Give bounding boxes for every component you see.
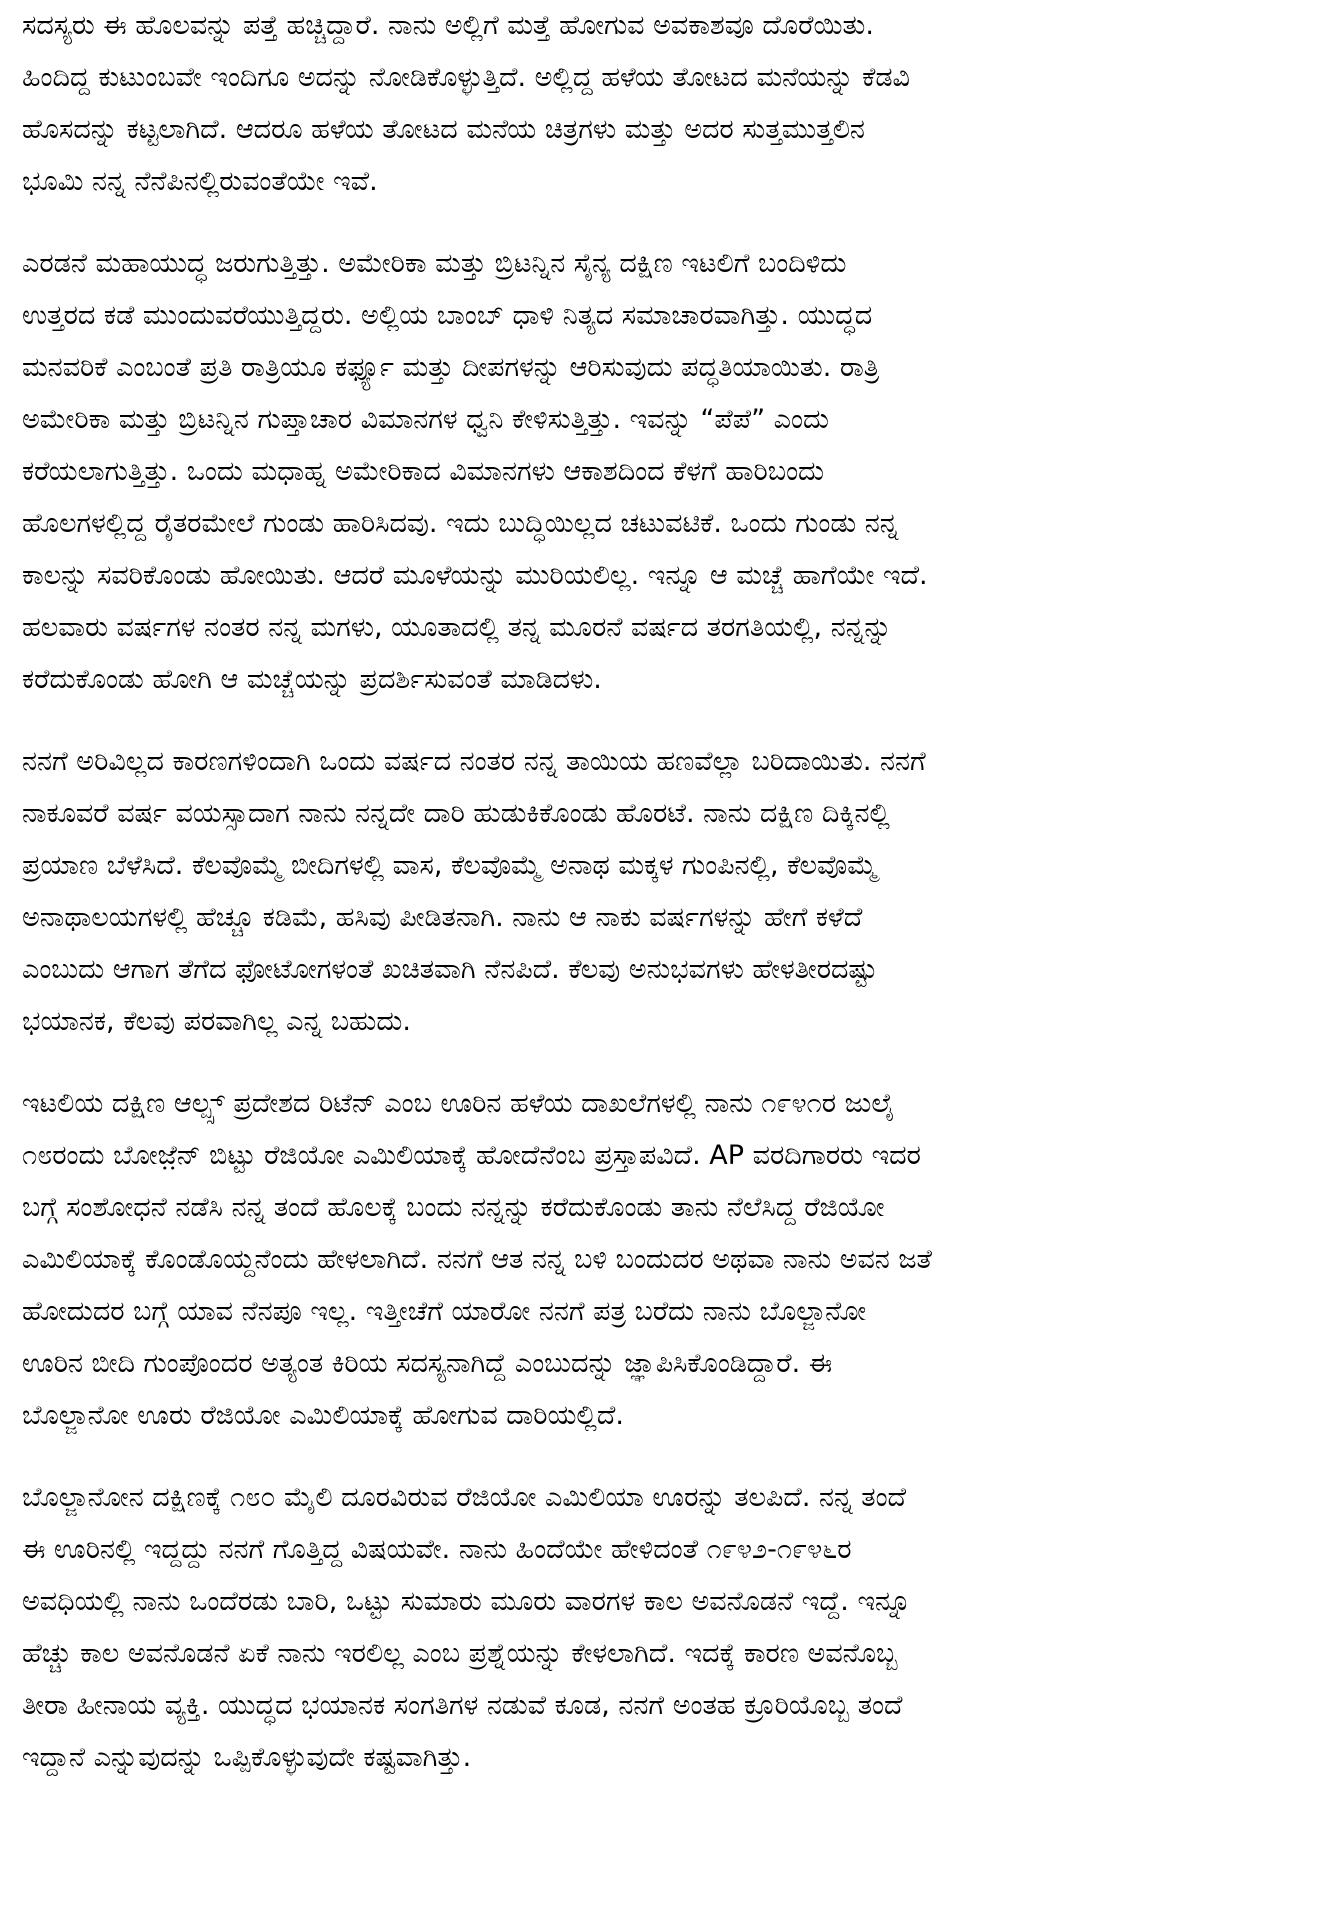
text-line: ನಾಕೂವರೆ ವರ್ಷ ವಯಸ್ಸಾದಾಗ ನಾನು ನನ್ನದೇ ದಾರಿ ಹುಡುಕಿಕೊಂಡು ಹೊರಟೆ. ನಾನು ದಕ್ಷಿಣ ದಿಕ್ಕಿನಲ್ಲಿ [22, 798, 890, 829]
paragraph-5 [22, 1472, 1312, 1784]
text-line: ಹೆಚ್ಚು ಕಾಲ ಅವನೊಡನೆ ಏಕೆ ನಾನು ಇರಲಿಲ್ಲ ಎಂಬ ಪ್ರಶ್ನೆಯನ್ನು ಕೇಳಲಾಗಿದೆ. ಇದಕ್ಕೆ ಕಾರಣ ಅವನೊಬ್ಬ [22, 1638, 898, 1669]
paragraph-spacer [22, 706, 1312, 736]
text-line: ಇದ್ದಾನೆ ಎನ್ನುವುದನ್ನು ಒಪ್ಪಿಕೊಳ್ಳುವುದೇ ಕಷ್ಟವಾಗಿತ್ತು. [22, 1742, 472, 1773]
text-line: ಬಗ್ಗೆ ಸಂಶೋಧನೆ ನಡೆಸಿ ನನ್ನ ತಂದೆ ಹೊಲಕ್ಕೆ ಬಂದು ನನ್ನನ್ನು ಕರೆದುಕೊಂಡು ತಾನು ನೆಲೆಸಿದ್ದ ರೆಜಿಯೋ [22, 1192, 885, 1223]
text-line: ೧೮ರಂದು ಬೋಜ಼ೆನ್ ಬಿಟ್ಟು ರೆಜಿಯೋ ಎಮಿಲಿಯಾಕ್ಕೆ ಹೋದೆನೆಂಬ ಪ್ರಸ್ತಾಪವಿದೆ. AP ವರದಿಗಾರರು ಇದರ [22, 1140, 921, 1171]
text-line: ಊರಿನ ಬೀದಿ ಗುಂಪೊಂದರ ಅತ್ಯಂತ ಕಿರಿಯ ಸದಸ್ಯನಾಗಿದ್ದೆ ಎಂಬುದನ್ನು ಜ್ಞಾಪಿಸಿಕೊಂಡಿದ್ದಾರೆ. ಈ [22, 1348, 833, 1379]
paragraph-4 [22, 1078, 1312, 1442]
text-line: ಎಮಿಲಿಯಾಕ್ಕೆ ಕೊಂಡೊಯ್ದನೆಂದು ಹೇಳಲಾಗಿದೆ. ನನಗೆ ಆತ ನನ್ನ ಬಳಿ ಬಂದುದರ ಅಥವಾ ನಾನು ಅವನ ಜತೆ [22, 1244, 932, 1275]
text-line: ಮನವರಿಕೆ ಎಂಬಂತೆ ಪ್ರತಿ ರಾತ್ರಿಯೂ ಕರ್ಫ್ಯೂ ಮತ್ತು ದೀಪಗಳನ್ನು ಆರಿಸುವುದು ಪದ್ಧತಿಯಾಯಿತು. ರಾತ್ರಿ [22, 352, 880, 383]
document-body [22, 0, 1312, 1784]
paragraph-spacer [22, 1442, 1312, 1472]
paragraph-spacer [22, 208, 1312, 238]
text-line: ಬೊಲ್ಜಾನೋನ ದಕ್ಷಿಣಕ್ಕೆ ೧೮೦ ಮೈಲಿ ದೂರವಿರುವ ರೆಜಿಯೋ ಎಮಿಲಿಯಾ ಊರನ್ನು ತಲಪಿದೆ. ನನ್ನ ತಂದೆ [22, 1482, 907, 1513]
text-line: ಸದಸ್ಯರು ಈ ಹೊಲವನ್ನು ಪತ್ತೆ ಹಚ್ಚಿದ್ದಾರೆ. ನಾನು ಅಲ್ಲಿಗೆ ಮತ್ತೆ ಹೋಗುವ ಅವಕಾಶವೂ ದೊರೆಯಿತು. [22, 10, 874, 41]
paragraph-2 [22, 238, 1312, 706]
text-line: ಎರಡನೆ ಮಹಾಯುದ್ಧ ಜರುಗುತ್ತಿತ್ತು. ಅಮೇರಿಕಾ ಮತ್ತು ಬ್ರಿಟನ್ನಿನ ಸೈನ್ಯ ದಕ್ಷಿಣ ಇಟಲಿಗೆ ಬಂದಿಳಿದು [22, 248, 847, 279]
text-line: ಹಲವಾರು ವರ್ಷಗಳ ನಂತರ ನನ್ನ ಮಗಳು, ಯೂತಾದಲ್ಲಿ ತನ್ನ ಮೂರನೆ ವರ್ಷದ ತರಗತಿಯಲ್ಲಿ, ನನ್ನನ್ನು [22, 612, 892, 643]
text-line: ಇಟಲಿಯ ದಕ್ಷಿಣ ಆಲ್ಪ್ಸ್ ಪ್ರದೇಶದ ರಿಟೆನ್ ಎಂಬ ಊರಿನ ಹಳೆಯ ದಾಖಲೆಗಳಲ್ಲಿ ನಾನು ೧೯೪೧ರ ಜುಲೈ [22, 1088, 895, 1119]
text-line: ಬೊಲ್ಜಾನೋ ಊರು ರೆಜಿಯೋ ಎಮಿಲಿಯಾಕ್ಕೆ ಹೋಗುವ ದಾರಿಯಲ್ಲಿದೆ. [22, 1400, 624, 1431]
text-line: ಪ್ರಯಾಣ ಬೆಳೆಸಿದೆ. ಕೆಲವೊಮ್ಮೆ ಬೀದಿಗಳಲ್ಲಿ ವಾಸ, ಕೆಲವೊಮ್ಮೆ ಅನಾಥ ಮಕ್ಕಳ ಗುಂಪಿನಲ್ಲಿ, ಕೆಲವೊಮ್ಮೆ [22, 850, 878, 881]
paragraph-3 [22, 736, 1312, 1048]
text-line: ಉತ್ತರದ ಕಡೆ ಮುಂದುವರೆಯುತ್ತಿದ್ದರು. ಅಲ್ಲಿಯ ಬಾಂಬ್ ಧಾಳಿ ನಿತ್ಯದ ಸಮಾಚಾರವಾಗಿತ್ತು. ಯುದ್ಧದ [22, 300, 873, 331]
text-line: ತೀರಾ ಹೀನಾಯ ವ್ಯಕ್ತಿ. ಯುದ್ಧದ ಭಯಾನಕ ಸಂಗತಿಗಳ ನಡುವೆ ಕೂಡ, ನನಗೆ ಅಂತಹ ಕ್ರೂರಿಯೊಬ್ಬ ತಂದೆ [22, 1690, 903, 1721]
paragraph-spacer [22, 1048, 1312, 1078]
paragraph-1 [22, 0, 1312, 208]
text-line: ಕರೆದುಕೊಂಡು ಹೋಗಿ ಆ ಮಚ್ಚೆಯನ್ನು ಪ್ರದರ್ಶಿಸುವಂತೆ ಮಾಡಿದಳು. [22, 664, 602, 695]
text-line: ಹೊಲಗಳಲ್ಲಿದ್ದ ರೈತರಮೇಲೆ ಗುಂಡು ಹಾರಿಸಿದವು. ಇದು ಬುದ್ಧಿಯಿಲ್ಲದ ಚಟುವಟಿಕೆ. ಒಂದು ಗುಂಡು ನನ್ನ [22, 508, 899, 539]
text-line: ಅನಾಥಾಲಯಗಳಲ್ಲಿ ಹೆಚ್ಚೂ ಕಡಿಮೆ, ಹಸಿವು ಪೀಡಿತನಾಗಿ. ನಾನು ಆ ನಾಕು ವರ್ಷಗಳನ್ನು ಹೇಗೆ ಕಳೆದೆ [22, 902, 863, 933]
text-line: ನನಗೆ ಅರಿವಿಲ್ಲದ ಕಾರಣಗಳಿಂದಾಗಿ ಒಂದು ವರ್ಷದ ನಂತರ ನನ್ನ ತಾಯಿಯ ಹಣವೆಲ್ಲಾ ಬರಿದಾಯಿತು. ನನಗೆ [22, 746, 926, 777]
text-line: ಈ ಊರಿನಲ್ಲಿ ಇದ್ದದ್ದು ನನಗೆ ಗೊತ್ತಿದ್ದ ವಿಷಯವೇ. ನಾನು ಹಿಂದೆಯೇ ಹೇಳಿದಂತೆ ೧೯೪೨-೧೯೪೬ರ [22, 1534, 852, 1565]
text-line: ಎಂಬುದು ಆಗಾಗ ತೆಗೆದ ಫೋಟೋಗಳಂತೆ ಖಚಿತವಾಗಿ ನೆನಪಿದೆ. ಕೆಲವು ಅನುಭವಗಳು ಹೇಳತೀರದಷ್ಟು [22, 954, 878, 985]
text-line: ಭಯಾನಕ, ಕೆಲವು ಪರವಾಗಿಲ್ಲ ಎನ್ನ ಬಹುದು. [22, 1006, 411, 1037]
text-line: ಕರೆಯಲಾಗುತ್ತಿತ್ತು. ಒಂದು ಮಧಾಹ್ನ ಅಮೇರಿಕಾದ ವಿಮಾನಗಳು ಆಕಾಶದಿಂದ ಕೆಳಗೆ ಹಾರಿಬಂದು [22, 456, 825, 487]
text-line: ಅವಧಿಯಲ್ಲಿ ನಾನು ಒಂದೆರಡು ಬಾರಿ, ಒಟ್ಟು ಸುಮಾರು ಮೂರು ವಾರಗಳ ಕಾಲ ಅವನೊಡನೆ ಇದ್ದೆ. ಇನ್ನೂ [22, 1586, 911, 1617]
text-line: ಕಾಲನ್ನು ಸವರಿಕೊಂಡು ಹೋಯಿತು. ಆದರೆ ಮೂಳೆಯನ್ನು ಮುರಿಯಲಿಲ್ಲ. ಇನ್ನೂ ಆ ಮಚ್ಚೆ ಹಾಗೆಯೇ ಇದೆ. [22, 560, 928, 591]
text-line: ಹೋದುದರ ಬಗ್ಗೆ ಯಾವ ನೆನಪೂ ಇಲ್ಲ. ಇತ್ತೀಚೆಗೆ ಯಾರೋ ನನಗೆ ಪತ್ರ ಬರೆದು ನಾನು ಬೊಲ್ಜಾನೋ [22, 1296, 867, 1327]
text-line: ಹೊಸದನ್ನು ಕಟ್ಟಲಾಗಿದೆ. ಆದರೂ ಹಳೆಯ ತೋಟದ ಮನೆಯ ಚಿತ್ರಗಳು ಮತ್ತು ಅದರ ಸುತ್ತಮುತ್ತಲಿನ [22, 114, 865, 145]
text-line: ಹಿಂದಿದ್ದ ಕುಟುಂಬವೇ ಇಂದಿಗೂ ಅದನ್ನು ನೋಡಿಕೊಳ್ಳುತ್ತಿದೆ. ಅಲ್ಲಿದ್ದ ಹಳೆಯ ತೋಟದ ಮನೆಯನ್ನು ಕೆಡವಿ [22, 62, 910, 93]
text-line: ಭೂಮಿ ನನ್ನ ನೆನೆಪಿನಲ್ಲಿರುವಂತೆಯೇ ಇವೆ. [22, 166, 378, 197]
text-line: ಅಮೇರಿಕಾ ಮತ್ತು ಬ್ರಿಟನ್ನಿನ ಗುಪ್ತಾಚಾರ ವಿಮಾನಗಳ ಧ್ವನಿ ಕೇಳಿಸುತ್ತಿತ್ತು. ಇವನ್ನು “ಪೆಪೆ” ಎಂದು [22, 404, 829, 435]
